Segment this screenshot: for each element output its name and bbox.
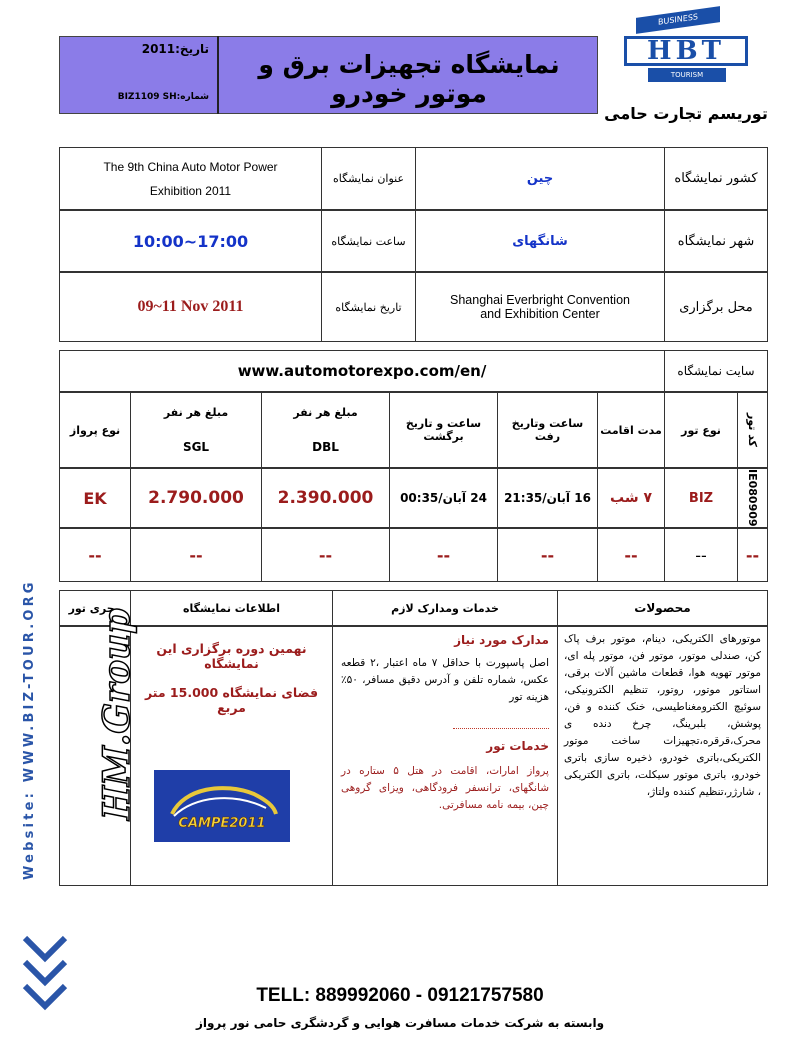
header-meta — [59, 36, 219, 114]
col-return: ساعت و تاریخ برگشت — [389, 392, 498, 468]
info-header: اطلاعات نمایشگاه — [130, 590, 333, 626]
hours-label: ساعت نمایشگاه — [321, 210, 416, 272]
services-divider — [453, 728, 549, 729]
date-label: تاریخ نمایشگاه — [321, 272, 416, 342]
col-depart: ساعت وتاریخ رفت — [497, 392, 598, 468]
row1-code: IE080909 — [737, 468, 768, 528]
products-cell — [557, 626, 768, 886]
logo-tourism-tag: TOURISM — [648, 68, 726, 82]
col-stay: مدت اقامت — [597, 392, 665, 468]
venue-value — [415, 272, 665, 342]
docs-text: اصل پاسپورت با حداقل ۷ ماه اعتبار ،۲ قطعه عکس، شماره تلفن و آدرس دقیق مسافر، ۵۰٪ هزینه تور — [341, 657, 549, 703]
col-sgl-label: SGL — [182, 440, 210, 455]
row1-return: 24 آبان/00:35 — [389, 468, 498, 528]
row2-flight: -- — [59, 528, 131, 582]
logo-hbt: HBT — [624, 36, 748, 66]
hours-value: 10:00~17:00 — [59, 210, 322, 272]
col-dbl-title: مبلغ هر نفر — [293, 405, 358, 419]
info-line1: نهمین دوره برگزاری این نمایشگاه — [156, 641, 307, 671]
site-label: سایت نمایشگاه — [664, 350, 768, 392]
row2-type: -- — [664, 528, 738, 582]
col-sgl-title: مبلغ هر نفر — [163, 405, 229, 419]
col-dbl-label: DBL — [312, 440, 339, 455]
exhibition-name-line2: Exhibition 2011 — [149, 183, 232, 198]
services-cell — [332, 626, 558, 886]
col-type: نوع تور — [664, 392, 738, 468]
row1-dbl: 2.390.000 — [261, 468, 390, 528]
site-link[interactable]: www.automotorexpo.com/en/ — [59, 350, 665, 392]
col-dbl — [261, 392, 390, 468]
header-number: شماره:BIZ1109 SH — [117, 92, 209, 102]
campe-car-icon — [154, 770, 290, 842]
venue-label: محل برگزاری — [664, 272, 768, 342]
row1-sgl: 2.790.000 — [130, 468, 262, 528]
row2-code: -- — [737, 528, 768, 582]
row2-sgl: -- — [130, 528, 262, 582]
logo-persian: توریسم تجارت حامی — [604, 104, 768, 123]
date-value: 09~11 Nov 2011 — [59, 272, 322, 342]
col-sgl — [130, 392, 262, 468]
venue-line2: and Exhibition Center — [480, 307, 600, 321]
info-cell — [130, 626, 333, 886]
row2-return: -- — [389, 528, 498, 582]
city-value: شانگهای — [415, 210, 665, 272]
logo-business-tag: BUSINESS — [636, 6, 720, 34]
products-text: موتورهای الکتریکی، دینام، موتور برف پاک کن، صندلی موتور، موتور فن، موتور پله ای، موتور تهویه هوا، قطعات ماشین آلات برقی، استاتور موتور، روتور، تنظیم الکترونیکی، سوئیچ الکترومغناطیسی، خنک کننده و فن، پوشش، بلبرینگ، چرخ دنده ی محرک،قرقره،تجهیزات ساخت موتور الکتریکی،باتری خودرو، ذخیره سازی باتری خودرو، باتری موتور سیکلت، باتری الکتریکی ، شارژر،تنظیم کننده ولتاژ، — [564, 633, 761, 798]
campe-logo — [154, 770, 290, 842]
row2-dbl: -- — [261, 528, 390, 582]
row1-type: BIZ — [664, 468, 738, 528]
row2-depart: -- — [497, 528, 598, 582]
city-label: شهر نمایشگاه — [664, 210, 768, 272]
col-flight: نوع پرواز — [59, 392, 131, 468]
footer-note: وابسته به شرکت خدمات مسافرت هوایی و گردشگری حامی نور پرواز — [195, 1016, 605, 1030]
row1-stay: ۷ شب — [597, 468, 665, 528]
row1-depart: 16 آبان/21:35 — [497, 468, 598, 528]
col-code: کد تور — [737, 392, 768, 468]
page-title: نمایشگاه تجهیزات برق و موتور خودرو — [258, 50, 560, 108]
row2-stay: -- — [597, 528, 665, 582]
svc-text: پرواز امارات، اقامت در هتل ۵ ستاره در شانگهای، ترانسفر فرودگاهی، ویزای گروهی چین، بیمه نامه مسافرتی. — [341, 765, 549, 811]
services-header: خدمات ومدارک لازم — [332, 590, 558, 626]
side-website[interactable]: Website: WWW.BIZ-TOUR.ORG — [22, 579, 37, 880]
docs-heading: مدارک مورد نیاز — [454, 633, 549, 647]
info-line2: فضای نمایشگاه 15.000 متر مربع — [144, 685, 319, 715]
exhibition-name — [59, 147, 322, 210]
name-label: عنوان نمایشگاه — [321, 147, 416, 210]
country-value: چین — [415, 147, 665, 210]
exhibition-name-line1: The 9th China Auto Motor Power — [103, 159, 278, 174]
country-label: کشور نمایشگاه — [664, 147, 768, 210]
products-header: محصولات — [557, 590, 768, 626]
venue-line1: Shanghai Everbright Convention — [450, 293, 630, 307]
campe-text: CAMPE2011 — [178, 816, 266, 831]
organizer-header: مجری تور — [59, 590, 131, 626]
organizer-name: HM.Group — [96, 608, 138, 820]
svc-heading: خدمات تور — [486, 739, 549, 753]
header-date: تاریخ:2011 — [141, 42, 209, 56]
row1-flight: EK — [59, 468, 131, 528]
footer-phone: TELL: 889992060 - 09121757580 — [256, 985, 544, 1006]
